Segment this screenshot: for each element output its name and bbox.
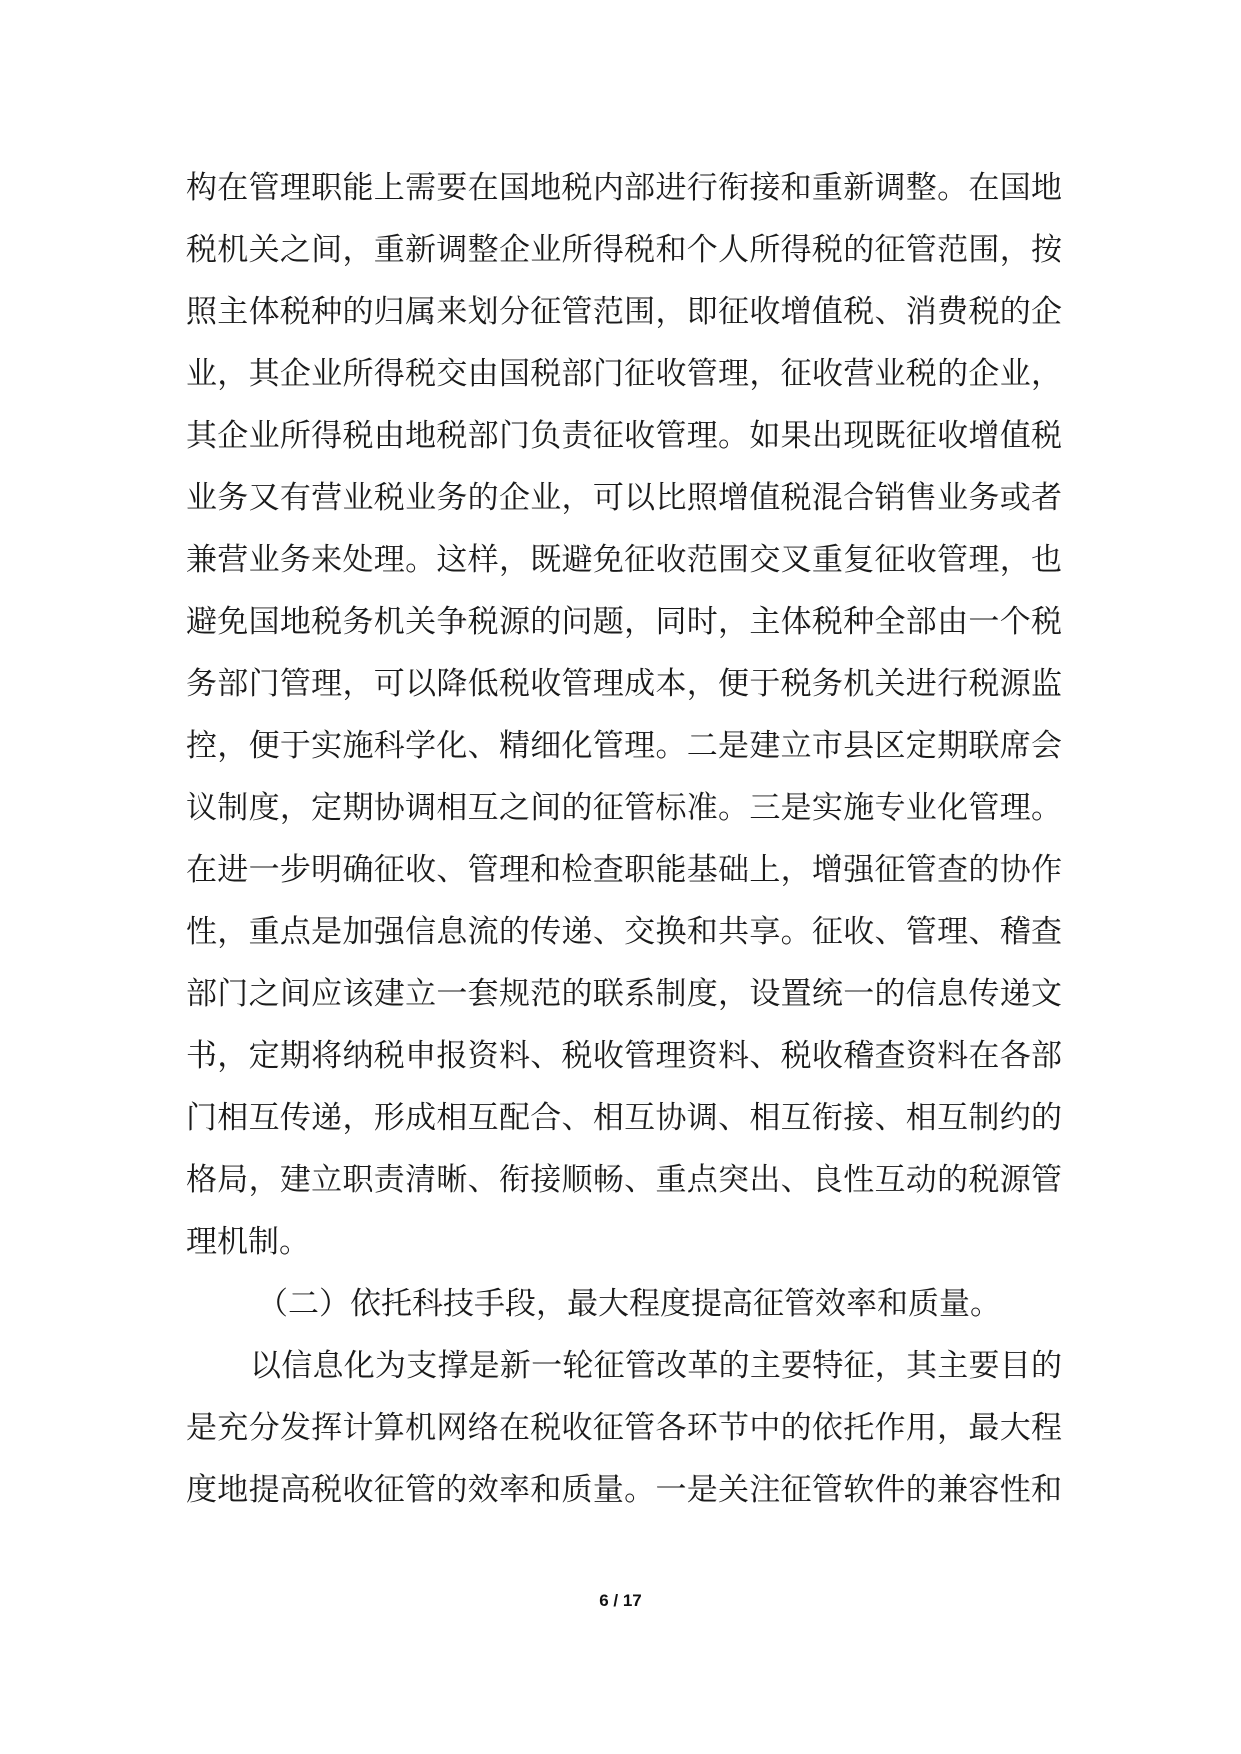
text-line: 议制度，定期协调相互之间的征管标准。三是实施专业化管理。 — [186, 790, 1062, 826]
section-heading: （二）依托科技手段，最大程度提高征管效率和质量。 — [257, 1286, 1001, 1322]
text-line: 控，便于实施科学化、精细化管理。二是建立市县区定期联席会 — [186, 728, 1062, 764]
paragraph — [186, 157, 1062, 1273]
text-line: 业，其企业所得税交由国税部门征收管理，征收营业税的企业， — [186, 356, 1062, 392]
text-line: 在进一步明确征收、管理和检查职能基础上，增强征管查的协作 — [186, 852, 1062, 888]
text-line: 书，定期将纳税申报资料、税收管理资料、税收稽查资料在各部 — [186, 1038, 1062, 1074]
page-number: 6 / 17 — [599, 1591, 642, 1610]
text-line: 其企业所得税由地税部门负责征收管理。如果出现既征收增值税 — [186, 418, 1062, 454]
document-body — [186, 157, 1062, 1521]
paragraph — [186, 1335, 1062, 1521]
text-line: 是充分发挥计算机网络在税收征管各环节中的依托作用，最大程 — [186, 1410, 1062, 1446]
text-line: 理机制。 — [186, 1224, 310, 1260]
text-line: 以信息化为支撑是新一轮征管改革的主要特征，其主要目的 — [250, 1348, 1062, 1384]
text-line: 兼营业务来处理。这样，既避免征收范围交叉重复征收管理，也 — [186, 542, 1062, 578]
text-line: 避免国地税务机关争税源的问题，同时，主体税种全部由一个税 — [186, 604, 1062, 640]
text-line: 性，重点是加强信息流的传递、交换和共享。征收、管理、稽查 — [186, 914, 1062, 950]
text-line: 部门之间应该建立一套规范的联系制度，设置统一的信息传递文 — [186, 976, 1062, 1012]
text-line: 业务又有营业税业务的企业，可以比照增值税混合销售业务或者 — [186, 480, 1062, 516]
text-line: 构在管理职能上需要在国地税内部进行衔接和重新调整。在国地 — [186, 170, 1062, 206]
text-line: 税机关之间，重新调整企业所得税和个人所得税的征管范围，按 — [186, 232, 1062, 268]
text-line: 务部门管理，可以降低税收管理成本，便于税务机关进行税源监 — [186, 666, 1062, 702]
text-line: 门相互传递，形成相互配合、相互协调、相互衔接、相互制约的 — [186, 1100, 1062, 1136]
text-line: 格局，建立职责清晰、衔接顺畅、重点突出、良性互动的税源管 — [186, 1162, 1062, 1198]
text-line: 照主体税种的归属来划分征管范围，即征收增值税、消费税的企 — [186, 294, 1062, 330]
text-line: 度地提高税收征管的效率和质量。一是关注征管软件的兼容性和 — [186, 1472, 1062, 1508]
